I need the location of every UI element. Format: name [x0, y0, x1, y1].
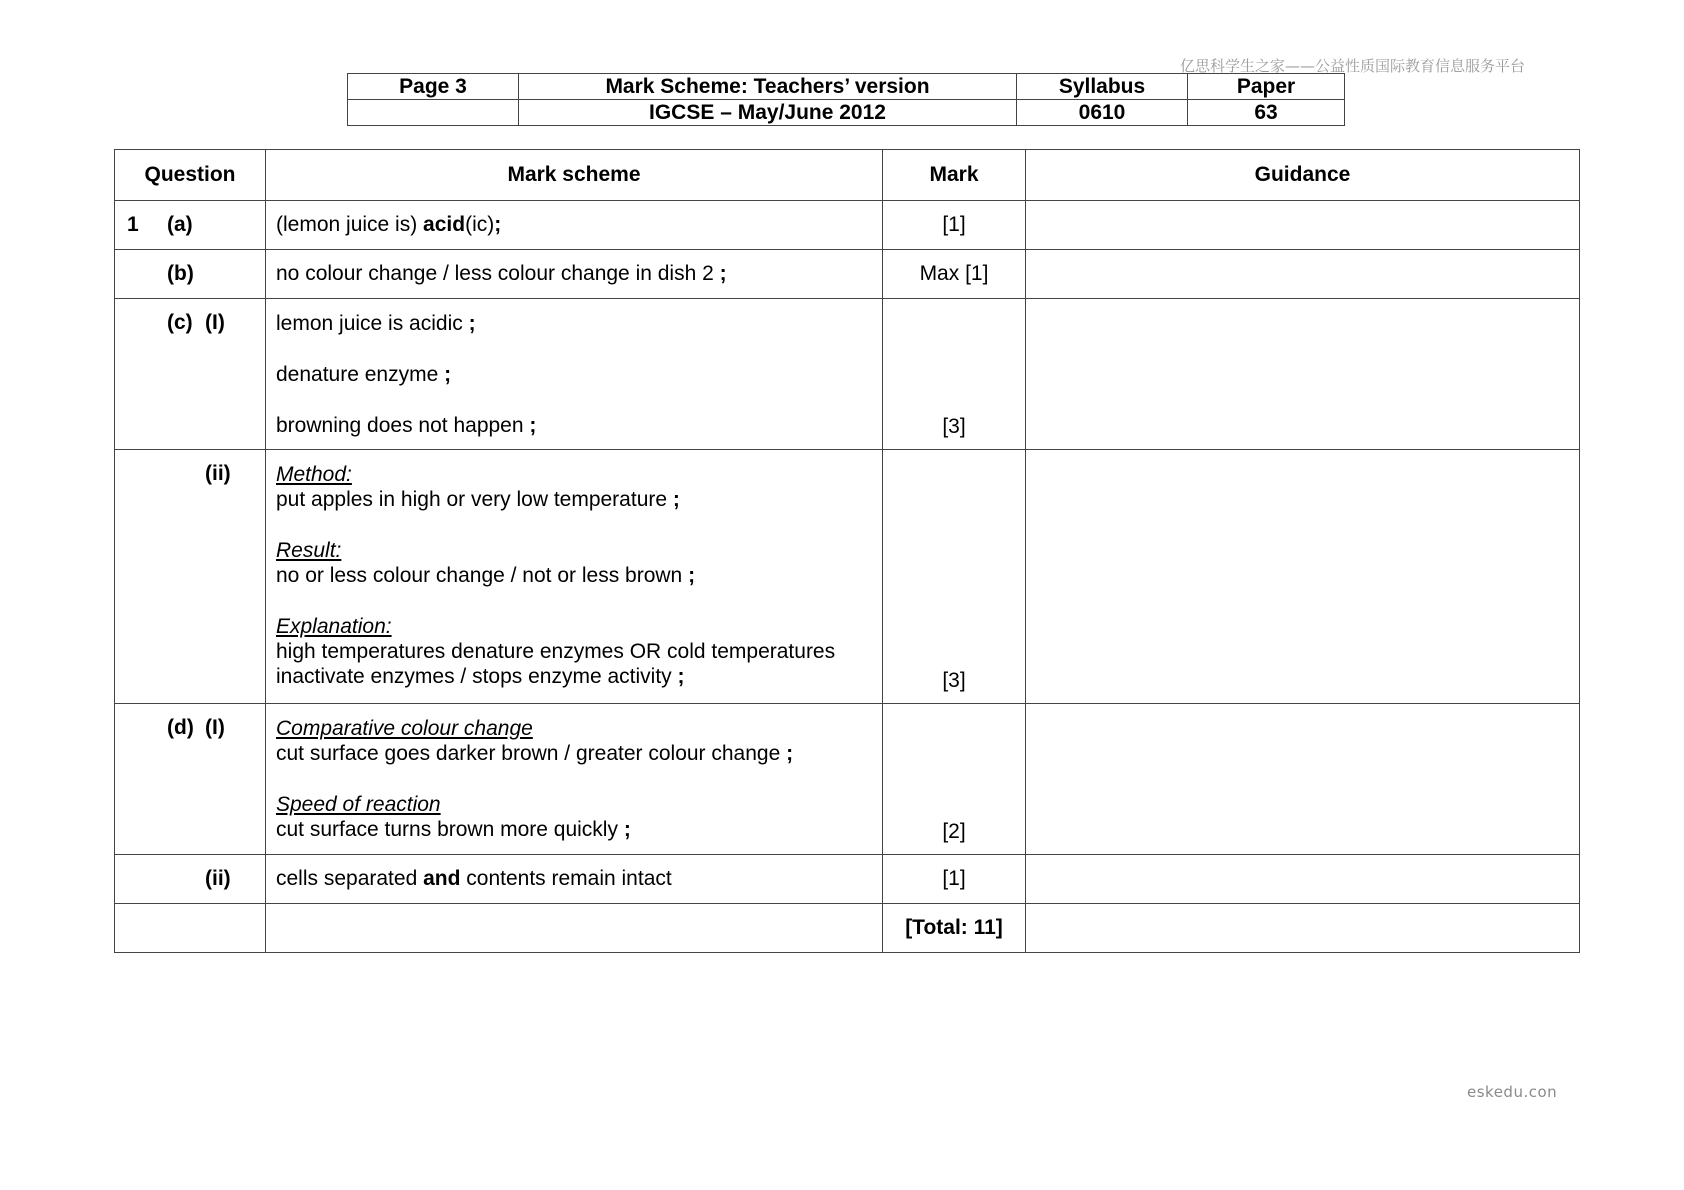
column-header-question: Question	[115, 150, 266, 201]
table-header-row	[115, 150, 1580, 201]
guidance-cell	[1026, 704, 1580, 855]
question-cell	[115, 201, 266, 250]
answer-point: inactivate enzymes / stops enzyme activity	[276, 665, 678, 688]
answer-separator: ;	[677, 665, 685, 688]
answer-text: no colour change / less colour change in dish 2	[276, 262, 720, 285]
answer-separator: ;	[719, 262, 727, 285]
answer-text: (lemon juice is)	[276, 213, 424, 236]
answer-point: lemon juice is acidic	[276, 312, 469, 335]
answer-separator: ;	[623, 818, 631, 841]
question-cell	[115, 299, 266, 450]
question-subpart: (ii)	[205, 462, 231, 485]
section-heading: Comparative colour change	[276, 717, 533, 740]
answer-separator: ;	[672, 488, 680, 511]
table-row	[115, 450, 1580, 704]
page-number: Page 3	[348, 74, 519, 100]
guidance-cell	[1026, 250, 1580, 299]
answer-keyword: and	[423, 867, 461, 890]
question-cell	[115, 855, 266, 904]
answer-separator: ;	[494, 213, 502, 236]
section-heading: Result:	[276, 539, 342, 562]
column-header-guidance: Guidance	[1026, 150, 1580, 201]
answer-text-suffix: (ic)	[465, 213, 495, 236]
question-cell	[115, 250, 266, 299]
column-header-mark: Mark	[883, 150, 1026, 201]
answer-point: high temperatures denature enzymes OR cold temperatures	[276, 640, 836, 663]
table-row	[115, 250, 1580, 299]
answer-separator: ;	[688, 564, 696, 587]
question-part: (d)	[167, 716, 194, 739]
answer-separator: ;	[444, 363, 452, 386]
guidance-cell	[1026, 855, 1580, 904]
total-mark: [Total: 11]	[883, 904, 1026, 953]
section-heading: Method:	[276, 463, 352, 486]
total-row	[115, 904, 1580, 953]
answer-keyword: acid	[423, 213, 466, 236]
mark-cell: [1]	[883, 855, 1026, 904]
paper-value: 63	[1188, 100, 1345, 126]
mark-scheme-cell	[266, 704, 883, 855]
mark-cell: [1]	[883, 201, 1026, 250]
guidance-cell	[1026, 450, 1580, 704]
table-row	[115, 855, 1580, 904]
guidance-cell	[1026, 299, 1580, 450]
answer-text-suffix: contents remain intact	[460, 867, 672, 890]
empty-cell	[115, 904, 266, 953]
empty-cell	[348, 100, 519, 126]
watermark-top: 亿思科学生之家——公益性质国际教育信息服务平台	[1180, 57, 1526, 75]
answer-point: cut surface turns brown more quickly	[276, 818, 624, 841]
mark-scheme-cell	[266, 450, 883, 704]
mark-scheme-cell	[266, 201, 883, 250]
mark-scheme-cell	[266, 855, 883, 904]
mark-scheme-cell	[266, 250, 883, 299]
question-cell	[115, 704, 266, 855]
document-title: Mark Scheme: Teachers’ version	[519, 74, 1017, 100]
answer-separator: ;	[786, 742, 794, 765]
answer-point: no or less colour change / not or less brown	[276, 564, 689, 587]
mark-scheme-cell	[266, 299, 883, 450]
syllabus-label: Syllabus	[1017, 74, 1188, 100]
question-part: (a)	[167, 213, 193, 236]
question-part: (b)	[167, 262, 194, 285]
table-row	[115, 201, 1580, 250]
document-subtitle: IGCSE – May/June 2012	[519, 100, 1017, 126]
section-heading: Explanation:	[276, 615, 392, 638]
mark-cell: [3]	[883, 450, 1026, 704]
answer-point: put apples in high or very low temperature	[276, 488, 673, 511]
question-number: 1	[127, 213, 139, 236]
answer-separator: ;	[529, 414, 537, 437]
answer-point: denature enzyme	[276, 363, 445, 386]
answer-text: cells separated	[276, 867, 424, 890]
table-row	[115, 704, 1580, 855]
guidance-cell	[1026, 201, 1580, 250]
mark-scheme-table	[114, 149, 1580, 953]
answer-point: browning does not happen	[276, 414, 530, 437]
section-heading: Speed of reaction	[276, 793, 441, 816]
question-part: (c)	[167, 311, 193, 334]
mark-cell: Max [1]	[883, 250, 1026, 299]
page-header-table	[347, 73, 1345, 126]
answer-separator: ;	[468, 312, 476, 335]
question-cell	[115, 450, 266, 704]
empty-cell	[266, 904, 883, 953]
mark-cell: [2]	[883, 704, 1026, 855]
column-header-mark-scheme: Mark scheme	[266, 150, 883, 201]
syllabus-value: 0610	[1017, 100, 1188, 126]
question-subpart: (I)	[205, 716, 225, 739]
paper-label: Paper	[1188, 74, 1345, 100]
table-row	[115, 299, 1580, 450]
answer-point: cut surface goes darker brown / greater colour change	[276, 742, 787, 765]
mark-cell: [3]	[883, 299, 1026, 450]
question-subpart: (ii)	[205, 867, 231, 890]
guidance-cell	[1026, 904, 1580, 953]
watermark-bottom: eskedu.con	[1467, 1083, 1558, 1101]
question-subpart: (I)	[205, 311, 225, 334]
